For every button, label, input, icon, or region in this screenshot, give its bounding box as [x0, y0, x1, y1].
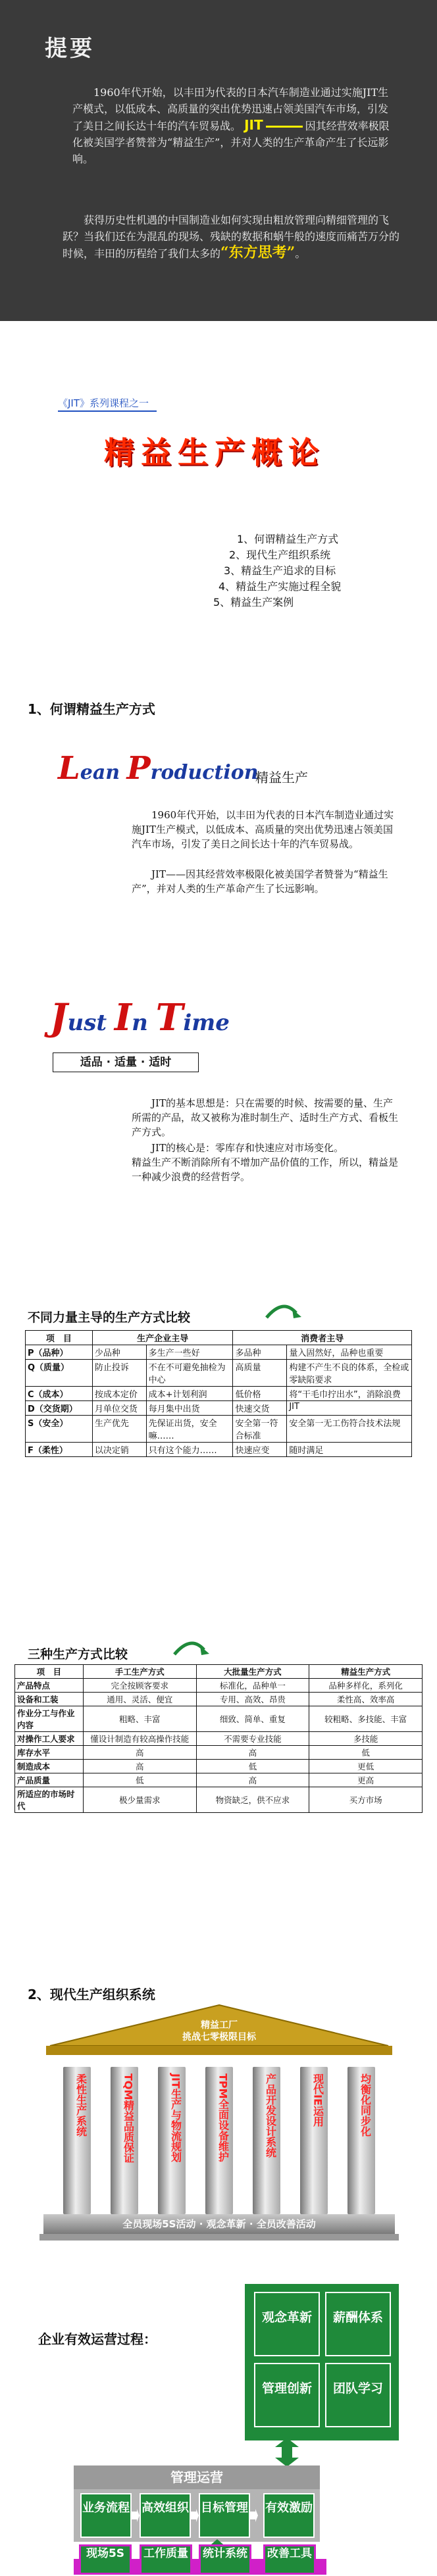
table-row [15, 1746, 423, 1760]
table-row [26, 1345, 412, 1360]
pillar-2 [111, 2067, 138, 2214]
pillar-label: 现代IE运用 [311, 2073, 324, 2127]
section1-para-5: 精益生产不断消除所有不增加产品价值的工作，所以，精益是一种减少浪费的经营哲学。 [132, 1156, 399, 1183]
summary-p1-text-a: 1960年代开始，以丰田为代表的日本汽车制造业通过实施JIT生产模式，以低成本、高质量的突出优势迅速占领美国汽车市场，引发了美日之间长达十年的汽车贸易战。 [72, 86, 389, 132]
table-row [26, 1401, 412, 1416]
table-cell: 低 [196, 1760, 309, 1773]
table-cell: 安全第一无工伤符合技术法规 [287, 1416, 412, 1443]
table-cell: 所适应的市场时代 [15, 1787, 84, 1813]
table-cell: 低 [83, 1773, 196, 1787]
pillar-7 [347, 2067, 375, 2214]
jit-ust: ust [67, 1010, 115, 1036]
ops-mid-arrows [132, 2509, 263, 2522]
table-cell: 高 [83, 1760, 196, 1773]
ops-box-innovation: 管理创新 [254, 2363, 320, 2427]
curved-arrow-icon-2 [171, 1638, 211, 1658]
ops-box-bottom-4: 改善工具 [263, 2544, 316, 2575]
table-cell: 高 [196, 1746, 309, 1760]
mgmt-operation-bar: 管理运营 [74, 2465, 320, 2489]
section1-para-4: JIT的核心是：零库存和快速应对市场变化。 [151, 1142, 344, 1154]
production-rest: roduction [150, 761, 259, 784]
roof-line-1: 精益工厂 [201, 2020, 238, 2031]
table-cell: 粗略、丰富 [83, 1706, 196, 1732]
table-cell: 通用、灵活、便宜 [83, 1693, 196, 1706]
section1-para-1: 1960年代开始，以丰田为代表的日本汽车制造业通过实施JIT生产模式，以低成本、高质量的突出优势迅速占领美国汽车市场，引发了美日之间长达十年的汽车贸易战。 [132, 809, 394, 850]
table-cell: 不在不可避免抽检为中心 [146, 1360, 233, 1387]
table-row [15, 1773, 423, 1787]
table-cell: 对操作工人要求 [15, 1732, 84, 1746]
table-cell: 作业分工与作业内容 [15, 1706, 84, 1732]
pillar-5 [253, 2067, 280, 2214]
jit-tagline-box: 适品 · 适量 · 适时 [53, 1053, 199, 1072]
table-row [15, 1787, 423, 1813]
summary-panel [0, 0, 437, 321]
operations-label: 企业有效运营过程： [38, 2331, 157, 2347]
pillar-label: 产品开发设计系统 [264, 2073, 277, 2158]
toc-item-4: 4、精益生产实施过程全貌 [218, 580, 342, 593]
section2-heading: 2、现代生产组织系统 [28, 1987, 155, 2002]
series-underline [58, 410, 157, 412]
table-cell: 高质量 [233, 1360, 287, 1387]
ops-box-bottom-2: 工作质量 [140, 2544, 192, 2575]
table-row [26, 1443, 412, 1457]
toc-item-2: 2、现代生产组织系统 [229, 549, 331, 561]
table-row [26, 1360, 412, 1387]
comparison-table-2 [14, 1664, 423, 1813]
table-cell: 较粗略、多技能、丰富 [309, 1706, 423, 1732]
table-cell: 品种多样化，系列化 [309, 1679, 423, 1693]
table-cell: 将“干毛巾拧出水”，消除浪费 [287, 1387, 412, 1401]
summary-p2-end: 。 [295, 247, 306, 260]
lean-cap-l: L [58, 750, 80, 787]
table-cell: 先保证出货，安全嘛…… [146, 1416, 233, 1443]
table-cell: 懂设计制造有较高操作技能 [83, 1732, 196, 1746]
table-cell: 标准化，品种单一 [196, 1679, 309, 1693]
table-cell: 生产优先 [92, 1416, 146, 1443]
summary-oriental-thinking: “东方思考” [220, 244, 296, 261]
ops-box-bottom-3: 统计系统 [199, 2544, 251, 2575]
table-cell: F（柔性） [26, 1443, 93, 1457]
table-cell: JIT [287, 1401, 412, 1416]
summary-paragraph-1 [72, 84, 395, 167]
summary-jit-highlight: JIT [244, 117, 263, 133]
table-row [15, 1760, 423, 1773]
summary-paragraph-2 [63, 212, 405, 262]
table-cell: 快速交货 [233, 1401, 287, 1416]
table-cell: 快速应变 [233, 1443, 287, 1457]
table-cell: 买方市场 [309, 1787, 423, 1813]
section1-para-3: JIT的基本思想是：只在需要的时候、按需要的量、生产所需的产品，故又被称为准时制生产、适时生产方式、看板生产方式。 [132, 1097, 399, 1138]
table-cell: 量入固然好，品种也重要 [287, 1345, 412, 1360]
table-cell: 防止投诉 [92, 1360, 146, 1387]
table-cell: 以决定销 [92, 1443, 146, 1457]
toc-item-3: 3、精益生产追求的目标 [224, 564, 336, 577]
table1-title: 不同力量主导的生产方式比较 [28, 1310, 191, 1325]
table-cell: 多生产一些好 [146, 1345, 233, 1360]
pillar-4 [205, 2067, 233, 2214]
table-header-row [26, 1331, 412, 1345]
table-cell: 低价格 [233, 1387, 287, 1401]
table-header-cell: 项 目 [26, 1331, 93, 1345]
curved-arrow-icon [263, 1301, 303, 1321]
pillar-3 [158, 2067, 186, 2214]
pillar-label: JIT生产与物流规划 [169, 2073, 182, 2162]
pillar-label: 均衡化同步化 [359, 2073, 372, 2137]
table-cell: 更高 [309, 1773, 423, 1787]
table-cell: 只有这个能力…… [146, 1443, 233, 1457]
summary-title: 提要 [45, 36, 95, 62]
table-header-cell: 手工生产方式 [83, 1665, 196, 1679]
ops-box-team: 团队学习 [325, 2363, 391, 2427]
pillar-label: 柔性生产系统 [74, 2073, 88, 2137]
table-cell: 细致、简单、重复 [196, 1706, 309, 1732]
ops-box-salary: 薪酬体系 [325, 2292, 391, 2356]
updown-arrow-icon [274, 2438, 300, 2467]
summary-dash [266, 126, 303, 128]
table-cell: Q（质量） [26, 1360, 93, 1387]
roof-line-2: 挑战七零极限目标 [182, 2032, 256, 2043]
lean-rest: ean [80, 761, 127, 784]
lean-production-logo [58, 750, 259, 787]
pillar-6 [300, 2067, 328, 2214]
table-row [15, 1679, 423, 1693]
table-cell: 不需要专业技能 [196, 1732, 309, 1746]
production-cap-p: P [126, 750, 151, 787]
pillar-label: TQM精益品质保证 [122, 2073, 135, 2164]
table-cell: 高 [83, 1746, 196, 1760]
ops-box-concept: 观念革新 [254, 2292, 320, 2356]
table-header-cell: 大批量生产方式 [196, 1665, 309, 1679]
table-row [15, 1706, 423, 1732]
table2-title: 三种生产方式比较 [28, 1647, 128, 1662]
table-cell: 按成本定价 [92, 1387, 146, 1401]
table-cell: 设备和工装 [15, 1693, 84, 1706]
jit-n: n [132, 1010, 156, 1036]
table-cell: 月单位交货 [92, 1401, 146, 1416]
table-cell: P（品种） [26, 1345, 93, 1360]
table-cell: 每月集中出货 [146, 1401, 233, 1416]
ops-box-organization: 高效组织 [140, 2493, 191, 2538]
table-cell: C（成本） [26, 1387, 93, 1401]
course-title: 精益生产概论 [104, 435, 325, 470]
table-cell: 更低 [309, 1760, 423, 1773]
jit-cap-j: J [50, 996, 68, 1039]
lean-cn-label: 精益生产 [255, 770, 308, 785]
table-row [26, 1416, 412, 1443]
production-system-temple [39, 2002, 399, 2252]
table-header-cell: 消费者主导 [233, 1331, 412, 1345]
table-cell: 成本+计划利润 [146, 1387, 233, 1401]
jit-cap-i: I [114, 996, 132, 1039]
temple-step [39, 2234, 399, 2241]
jit-cap-t: T [155, 996, 184, 1039]
table-header-cell: 项 目 [15, 1665, 84, 1679]
series-label: 《JIT》系列课程之一 [58, 397, 149, 409]
ops-box-bottom-1: 现场5S [79, 2544, 132, 2575]
toc-item-1: 1、何谓精益生产方式 [237, 533, 339, 545]
toc-item-5: 5、精益生产案例 [213, 596, 294, 608]
table-cell: 极少量需求 [83, 1787, 196, 1813]
section1-para-2: JIT——因其经营效率极限化被美国学者赞誉为“精益生产”，并对人类的生产革命产生了长远影响。 [132, 868, 388, 895]
summary-p2-text: 获得历史性机遇的中国制造业如何实现由粗放管理向精细管理的飞跃？当我们还在为混乱的现场、残缺的数据和蜗牛般的速度而痛苦万分的时候，丰田的历程给了我们太多的 [63, 214, 400, 260]
summary-p1-text-b: 因其经营效率极限化被美国学者赞誉为“精益生产”，并对人类的生产革命产生了长远影响。 [72, 120, 390, 165]
table-header-row [15, 1665, 423, 1679]
table-cell: 随时满足 [287, 1443, 412, 1457]
table-cell: 库存水平 [15, 1746, 84, 1760]
table-cell: 完全按顾客要求 [83, 1679, 196, 1693]
table-cell: D（交货期） [26, 1401, 93, 1416]
table-cell: 柔性高、效率高 [309, 1693, 423, 1706]
table-cell: 专用、高效、昂贵 [196, 1693, 309, 1706]
table-cell: 产品质量 [15, 1773, 84, 1787]
jit-logo [50, 996, 230, 1039]
comparison-table-1 [25, 1330, 412, 1457]
jit-ime: ime [183, 1010, 230, 1036]
pillar-label: TPM全面设备维护 [217, 2073, 230, 2162]
ops-box-process: 业务流程 [80, 2493, 132, 2538]
table-row [26, 1387, 412, 1401]
table-cell: 安全第一符合标准 [233, 1416, 287, 1443]
ops-box-objective: 目标管理 [199, 2493, 250, 2538]
table-header-cell: 精益生产方式 [309, 1665, 423, 1679]
table-row [15, 1732, 423, 1746]
temple-roof-text [39, 2019, 399, 2043]
table-cell: 产品特点 [15, 1679, 84, 1693]
table-cell: 高 [196, 1773, 309, 1787]
table-cell: 多技能 [309, 1732, 423, 1746]
table-cell: 低 [309, 1746, 423, 1760]
table-cell: 构建不产生不良的体系，全检或零缺陷要求 [287, 1360, 412, 1387]
section1-heading: 1、何谓精益生产方式 [28, 701, 155, 717]
table-cell: 物资缺乏，供不应求 [196, 1787, 309, 1813]
pillar-1 [63, 2067, 91, 2214]
temple-base: 全员现场5S活动 · 观念革新 · 全员改善活动 [43, 2214, 395, 2234]
table-cell: 多品种 [233, 1345, 287, 1360]
table-row [15, 1693, 423, 1706]
table-cell: 少品种 [92, 1345, 146, 1360]
table-header-cell: 生产企业主导 [92, 1331, 233, 1345]
table-cell: S（安全） [26, 1416, 93, 1443]
table-cell: 制造成本 [15, 1760, 84, 1773]
ops-box-incentive: 有效激励 [263, 2493, 315, 2538]
